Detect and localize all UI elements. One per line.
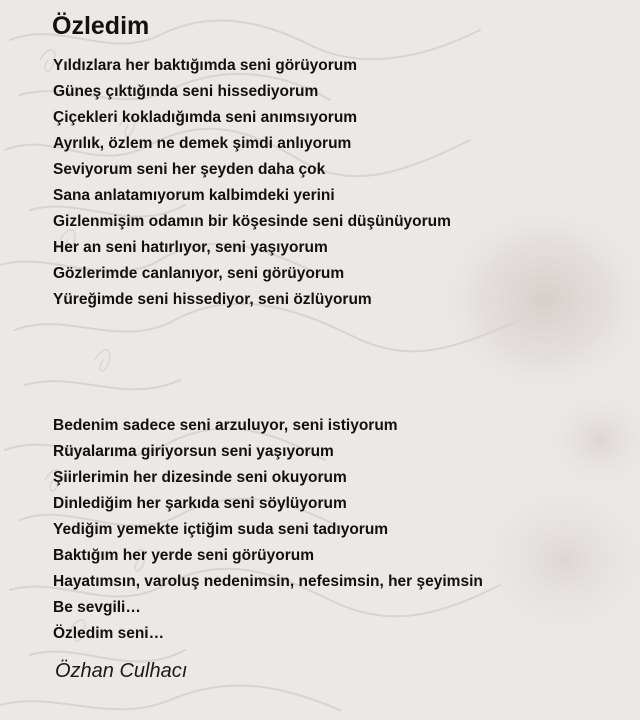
- poem-line: Çiçekleri kokladığımda seni anımsıyorum: [53, 109, 358, 126]
- poem-line: Gözlerimde canlanıyor, seni görüyorum: [53, 265, 345, 282]
- poem-line: Rüyalarıma giriyorsun seni yaşıyorum: [53, 443, 334, 460]
- poem-line: Bedenim sadece seni arzuluyor, seni istiyorum: [53, 417, 398, 434]
- poem-author: Özhan Culhacı: [55, 660, 188, 682]
- poem-line: Yüreğimde seni hissediyor, seni özlüyorum: [53, 291, 372, 308]
- poem-line: Gizlenmişim odamın bir köşesinde seni düşünüyorum: [53, 213, 451, 230]
- poem-line: Güneş çıktığında seni hissediyorum: [53, 83, 319, 100]
- poem-line: Sana anlatamıyorum kalbimdeki yerini: [53, 187, 335, 204]
- poem-line: Özledim seni…: [53, 625, 165, 642]
- poem-line: Baktığım her yerde seni görüyorum: [53, 547, 314, 564]
- poem-line: Yediğim yemekte içtiğim suda seni tadıyorum: [53, 521, 389, 538]
- poem-stanza-2: [53, 413, 483, 647]
- poem-line: Be sevgili…: [53, 599, 141, 616]
- poem-line: Seviyorum seni her şeyden daha çok: [53, 161, 326, 178]
- poem-stanza-1: [53, 53, 451, 313]
- poem-line: Hayatımsın, varoluş nedenimsin, nefesimsin, her şeyimsin: [53, 573, 483, 590]
- poem-line: Şiirlerimin her dizesinde seni okuyorum: [53, 469, 347, 486]
- poem-title: Özledim: [52, 12, 150, 40]
- poem-line: Dinlediğim her şarkıda seni söylüyorum: [53, 495, 347, 512]
- poem-line: Her an seni hatırlıyor, seni yaşıyorum: [53, 239, 328, 256]
- poem-line: Yıldızlara her baktığımda seni görüyorum: [53, 57, 358, 74]
- poem-line: Ayrılık, özlem ne demek şimdi anlıyorum: [53, 135, 352, 152]
